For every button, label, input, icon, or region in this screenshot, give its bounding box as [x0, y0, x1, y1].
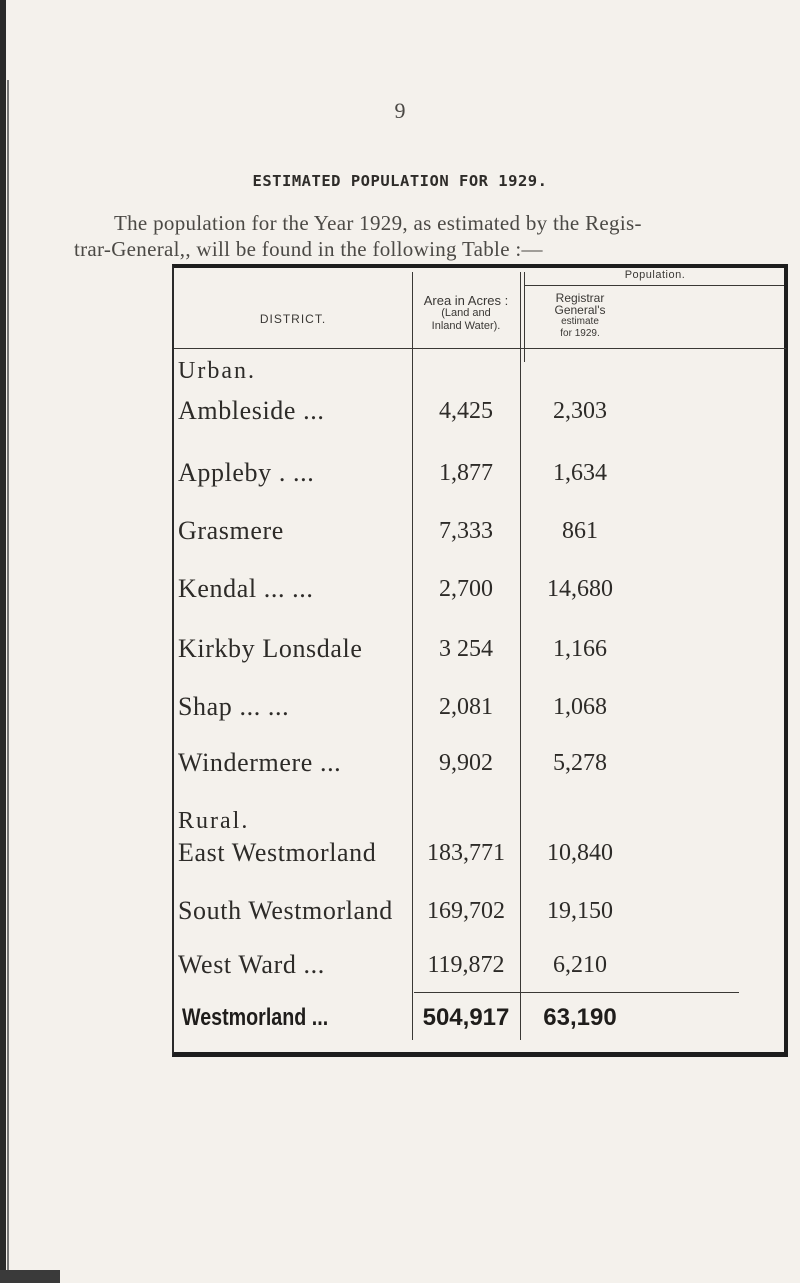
district-name: Windermere ... — [178, 748, 342, 777]
district-name: South Westmorland — [178, 896, 393, 925]
header-rule — [174, 348, 786, 349]
population-value: 19,150 — [547, 898, 613, 924]
total-rule — [414, 992, 739, 993]
district-name: East Westmorland — [178, 838, 377, 867]
area-value: 1,877 — [439, 460, 493, 486]
population-value: 1,634 — [553, 460, 607, 486]
column-rule-2 — [520, 272, 521, 1040]
header-estimate-line-2: General's — [554, 303, 606, 317]
total-area-value: 504,917 — [422, 1004, 510, 1031]
header-estimate-line-1: Registrar — [555, 291, 605, 305]
area-value: 4,425 — [439, 398, 493, 424]
page-edge-foot — [0, 1270, 60, 1283]
population-value: 5,278 — [553, 750, 607, 776]
area-value: 9,902 — [439, 750, 493, 776]
population-value: 1,166 — [553, 636, 607, 662]
header-population: Population. — [624, 269, 686, 281]
header-area — [414, 294, 518, 333]
area-value: 183,771 — [427, 840, 505, 866]
area-value: 3 254 — [439, 636, 493, 662]
header-area-line-1: Area in Acres : — [423, 293, 509, 308]
district-name: Grasmere — [178, 516, 284, 545]
population-rule — [524, 285, 784, 286]
page-number: 9 — [394, 98, 406, 123]
area-value: 2,081 — [439, 694, 493, 720]
header-estimate-line-4: for 1929. — [560, 328, 600, 339]
page-heading: ESTIMATED POPULATION FOR 1929. — [252, 172, 548, 190]
area-value: 7,333 — [439, 518, 493, 544]
page-edge-shadow — [0, 0, 6, 1283]
area-value: 2,700 — [439, 576, 493, 602]
header-district: DISTRICT. — [259, 312, 327, 326]
area-value: 119,872 — [427, 952, 505, 978]
district-name: Kirkby Lonsdale — [178, 634, 363, 663]
population-value: 1,068 — [553, 694, 607, 720]
area-value: 169,702 — [427, 898, 505, 924]
district-name: Ambleside ... — [178, 396, 325, 425]
population-value: 10,840 — [547, 840, 613, 866]
total-district-name: Westmorland ... — [182, 1004, 329, 1031]
district-name: Appleby . ... — [178, 458, 315, 487]
column-rule-1 — [412, 272, 413, 1040]
intro-line-2: trar-General,, will be found in the following Table :— — [74, 237, 543, 261]
population-value: 14,680 — [547, 576, 613, 602]
header-estimate-line-3: estimate — [561, 316, 599, 327]
population-value: 861 — [562, 518, 598, 544]
section-urban: Urban. — [178, 358, 256, 384]
district-name: West Ward ... — [178, 950, 325, 979]
section-rural: Rural. — [178, 808, 250, 834]
population-value: 2,303 — [553, 398, 607, 424]
page-edge-line — [7, 80, 9, 1270]
header-area-line-3: Inland Water). — [431, 320, 501, 332]
population-value: 6,210 — [553, 952, 607, 978]
header-estimate — [526, 292, 634, 340]
header-area-line-2: (Land and — [441, 307, 491, 319]
total-population-value: 63,190 — [543, 1004, 617, 1031]
district-name: Kendal ... ... — [178, 574, 314, 603]
intro-paragraph — [74, 210, 792, 262]
district-name: Shap ... ... — [178, 692, 290, 721]
intro-line-1: The population for the Year 1929, as estimated by the Regis- — [114, 211, 642, 235]
